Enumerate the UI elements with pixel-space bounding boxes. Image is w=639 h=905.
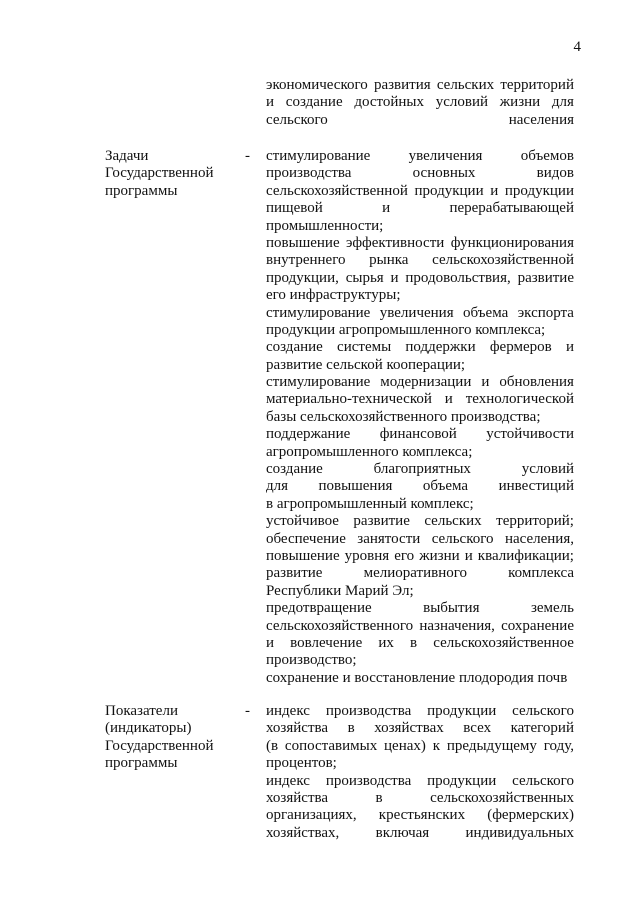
indicators-label-line: Показатели: [105, 703, 178, 719]
tasks-label-line: Государственной: [105, 165, 214, 182]
indicators-line: организациях, крестьянских (фермерских): [266, 807, 574, 824]
tasks-line: агропромышленного комплекса;: [266, 443, 473, 460]
indicators-label-line: Государственной: [105, 737, 214, 754]
tasks-label-line: программы: [105, 182, 178, 199]
tasks-line: базы сельскохозяйственного производства;: [266, 408, 541, 425]
tasks-line: пищевой и перерабатывающей: [266, 200, 574, 217]
tasks-line: для повышения объема инвестиций: [266, 478, 574, 495]
tasks-line: промышленности;: [266, 217, 384, 234]
tasks-line: обеспечение занятости сельского населения,: [266, 530, 574, 547]
tasks-line: производство;: [266, 652, 357, 669]
tasks-line: стимулирование увеличения объемов: [266, 148, 574, 164]
indicators-label-line: программы: [105, 755, 178, 772]
tasks-line: материально-технической и технологической: [266, 391, 574, 408]
indicators-line: хозяйствах, включая индивидуальных: [266, 824, 574, 841]
tasks-label-line: Задачи: [105, 148, 149, 164]
tasks-line: стимулирование увеличения объема экспорта: [266, 304, 574, 321]
tasks-line: устойчивое развитие сельских территорий;: [266, 513, 574, 530]
intro-text: [266, 77, 574, 129]
tasks-line: продукции агропромышленного комплекса;: [266, 321, 546, 338]
intro-line: экономического развития сельских территорий: [266, 77, 574, 93]
tasks-line: внутреннего рынка сельскохозяйственной: [266, 252, 574, 269]
tasks-line: создание системы поддержки фермеров и: [266, 339, 574, 356]
tasks-line: повышение эффективности функционирования: [266, 234, 574, 251]
tasks-line: Республики Марий Эл;: [266, 582, 414, 599]
tasks-dash: -: [245, 148, 250, 164]
indicators-line: хозяйства в сельскохозяйственных: [266, 789, 574, 806]
indicators-line: индекс производства продукции сельского: [266, 703, 574, 719]
indicators-line: (в сопоставимых ценах) к предыдущему году,: [266, 737, 574, 754]
tasks-line: развитие сельской кооперации;: [266, 356, 466, 373]
tasks-line: сельскохозяйственной продукции и продукции: [266, 182, 574, 199]
tasks-line: повышение уровня его жизни и квалификации;: [266, 547, 574, 564]
tasks-line: его инфраструктуры;: [266, 287, 401, 304]
intro-line: сельского населения: [266, 111, 574, 128]
tasks-line: сохранение и восстановление плодородия почв: [266, 669, 568, 686]
tasks-line: продукции, сырья и продовольствия, развитие: [266, 269, 574, 286]
tasks-line: развитие мелиоративного комплекса: [266, 565, 574, 582]
tasks-line: в агропромышленный комплекс;: [266, 495, 474, 512]
tasks-line: и вовлечение их в сельскохозяйственное: [266, 634, 574, 651]
tasks-line: предотвращение выбытия земель: [266, 600, 574, 617]
tasks-line: создание благоприятных условий: [266, 461, 574, 478]
tasks-line: производства основных видов: [266, 165, 574, 182]
tasks-line: стимулирование модернизации и обновления: [266, 374, 574, 391]
tasks-text: [266, 148, 574, 687]
tasks-line: сельскохозяйственного назначения, сохранение: [266, 617, 574, 634]
indicators-line: индекс производства продукции сельского: [266, 772, 574, 789]
intro-line: и создание достойных условий жизни для: [266, 94, 574, 111]
indicators-line: процентов;: [266, 755, 337, 772]
indicators-label-line: (индикаторы): [105, 720, 192, 737]
indicators-text: [266, 703, 574, 842]
tasks-label: [105, 148, 255, 200]
indicators-label: [105, 703, 255, 773]
indicators-dash: -: [245, 703, 250, 719]
page-number: 4: [573, 39, 581, 55]
tasks-line: поддержание финансовой устойчивости: [266, 426, 574, 443]
indicators-line: хозяйства в хозяйствах всех категорий: [266, 720, 574, 737]
